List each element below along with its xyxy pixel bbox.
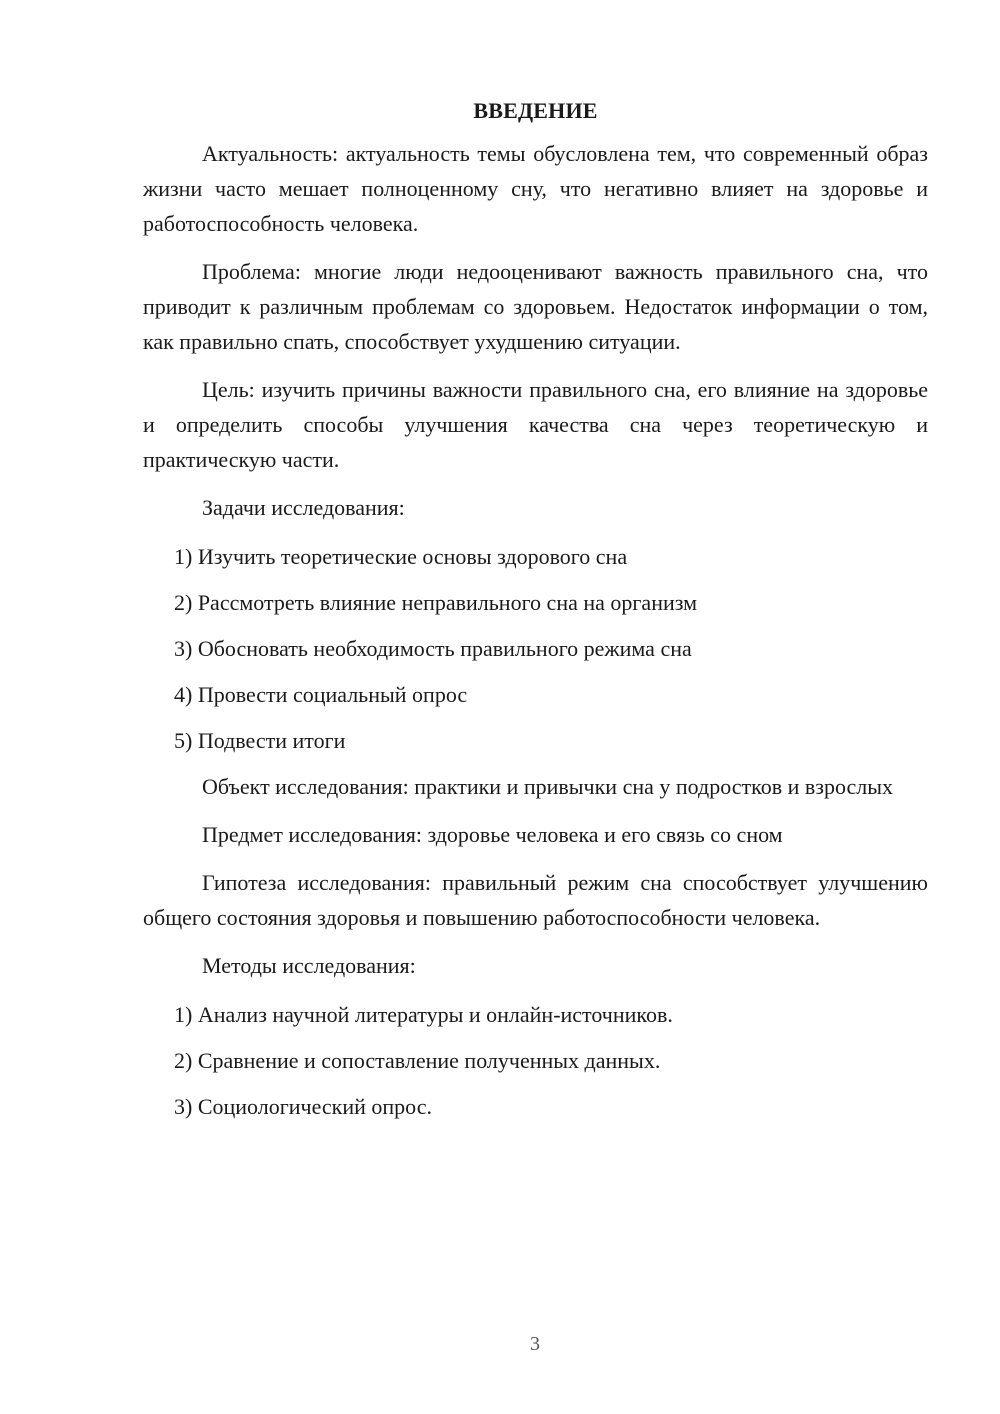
subject-paragraph: Предмет исследования: здоровье человека и его связь со сном: [202, 822, 783, 847]
section-title: ВВЕДЕНИЕ: [473, 98, 598, 123]
list-item: 4) Провести социальный опрос: [174, 682, 468, 707]
page-number: 3: [530, 1333, 540, 1355]
list-item: 3) Социологический опрос.: [174, 1094, 432, 1119]
list-item: 3) Обосновать необходимость правильного режима сна: [174, 636, 692, 661]
page-content: [143, 96, 928, 1124]
list-item: 1) Анализ научной литературы и онлайн-источников.: [174, 1002, 673, 1027]
object-paragraph: Объект исследования: практики и привычки сна у подростков и взрослых: [202, 774, 894, 799]
hypothesis-paragraph: Гипотеза исследования: правильный режим сна способствует улучшению общего состояния здоровья и повышению работоспособности человека.: [143, 870, 928, 930]
goal-paragraph: Цель: изучить причины важности правильного сна, его влияние на здоровье и определить способы улучшения качества сна через теоретическую и практическую части.: [143, 377, 928, 472]
tasks-heading: Задачи исследования:: [202, 495, 405, 520]
list-item: 5) Подвести итоги: [174, 728, 346, 753]
relevance-paragraph: Актуальность: актуальность темы обусловлена тем, что современный образ жизни часто мешает полноценному сну, что негативно влияет на здоровье и работоспособность человека.: [143, 141, 928, 236]
tasks-list: [143, 539, 928, 758]
methods-list: [143, 997, 928, 1124]
list-item: 1) Изучить теоретические основы здорового сна: [174, 544, 628, 569]
list-item: 2) Рассмотреть влияние неправильного сна на организм: [174, 590, 698, 615]
methods-heading: Методы исследования:: [202, 953, 416, 978]
list-item: 2) Сравнение и сопоставление полученных данных.: [174, 1048, 661, 1073]
problem-paragraph: Проблема: многие люди недооценивают важность правильного сна, что приводит к различным проблемам со здоровьем. Недостаток информации о том, как правильно спать, способствует ухудшению ситуации.: [143, 259, 928, 354]
